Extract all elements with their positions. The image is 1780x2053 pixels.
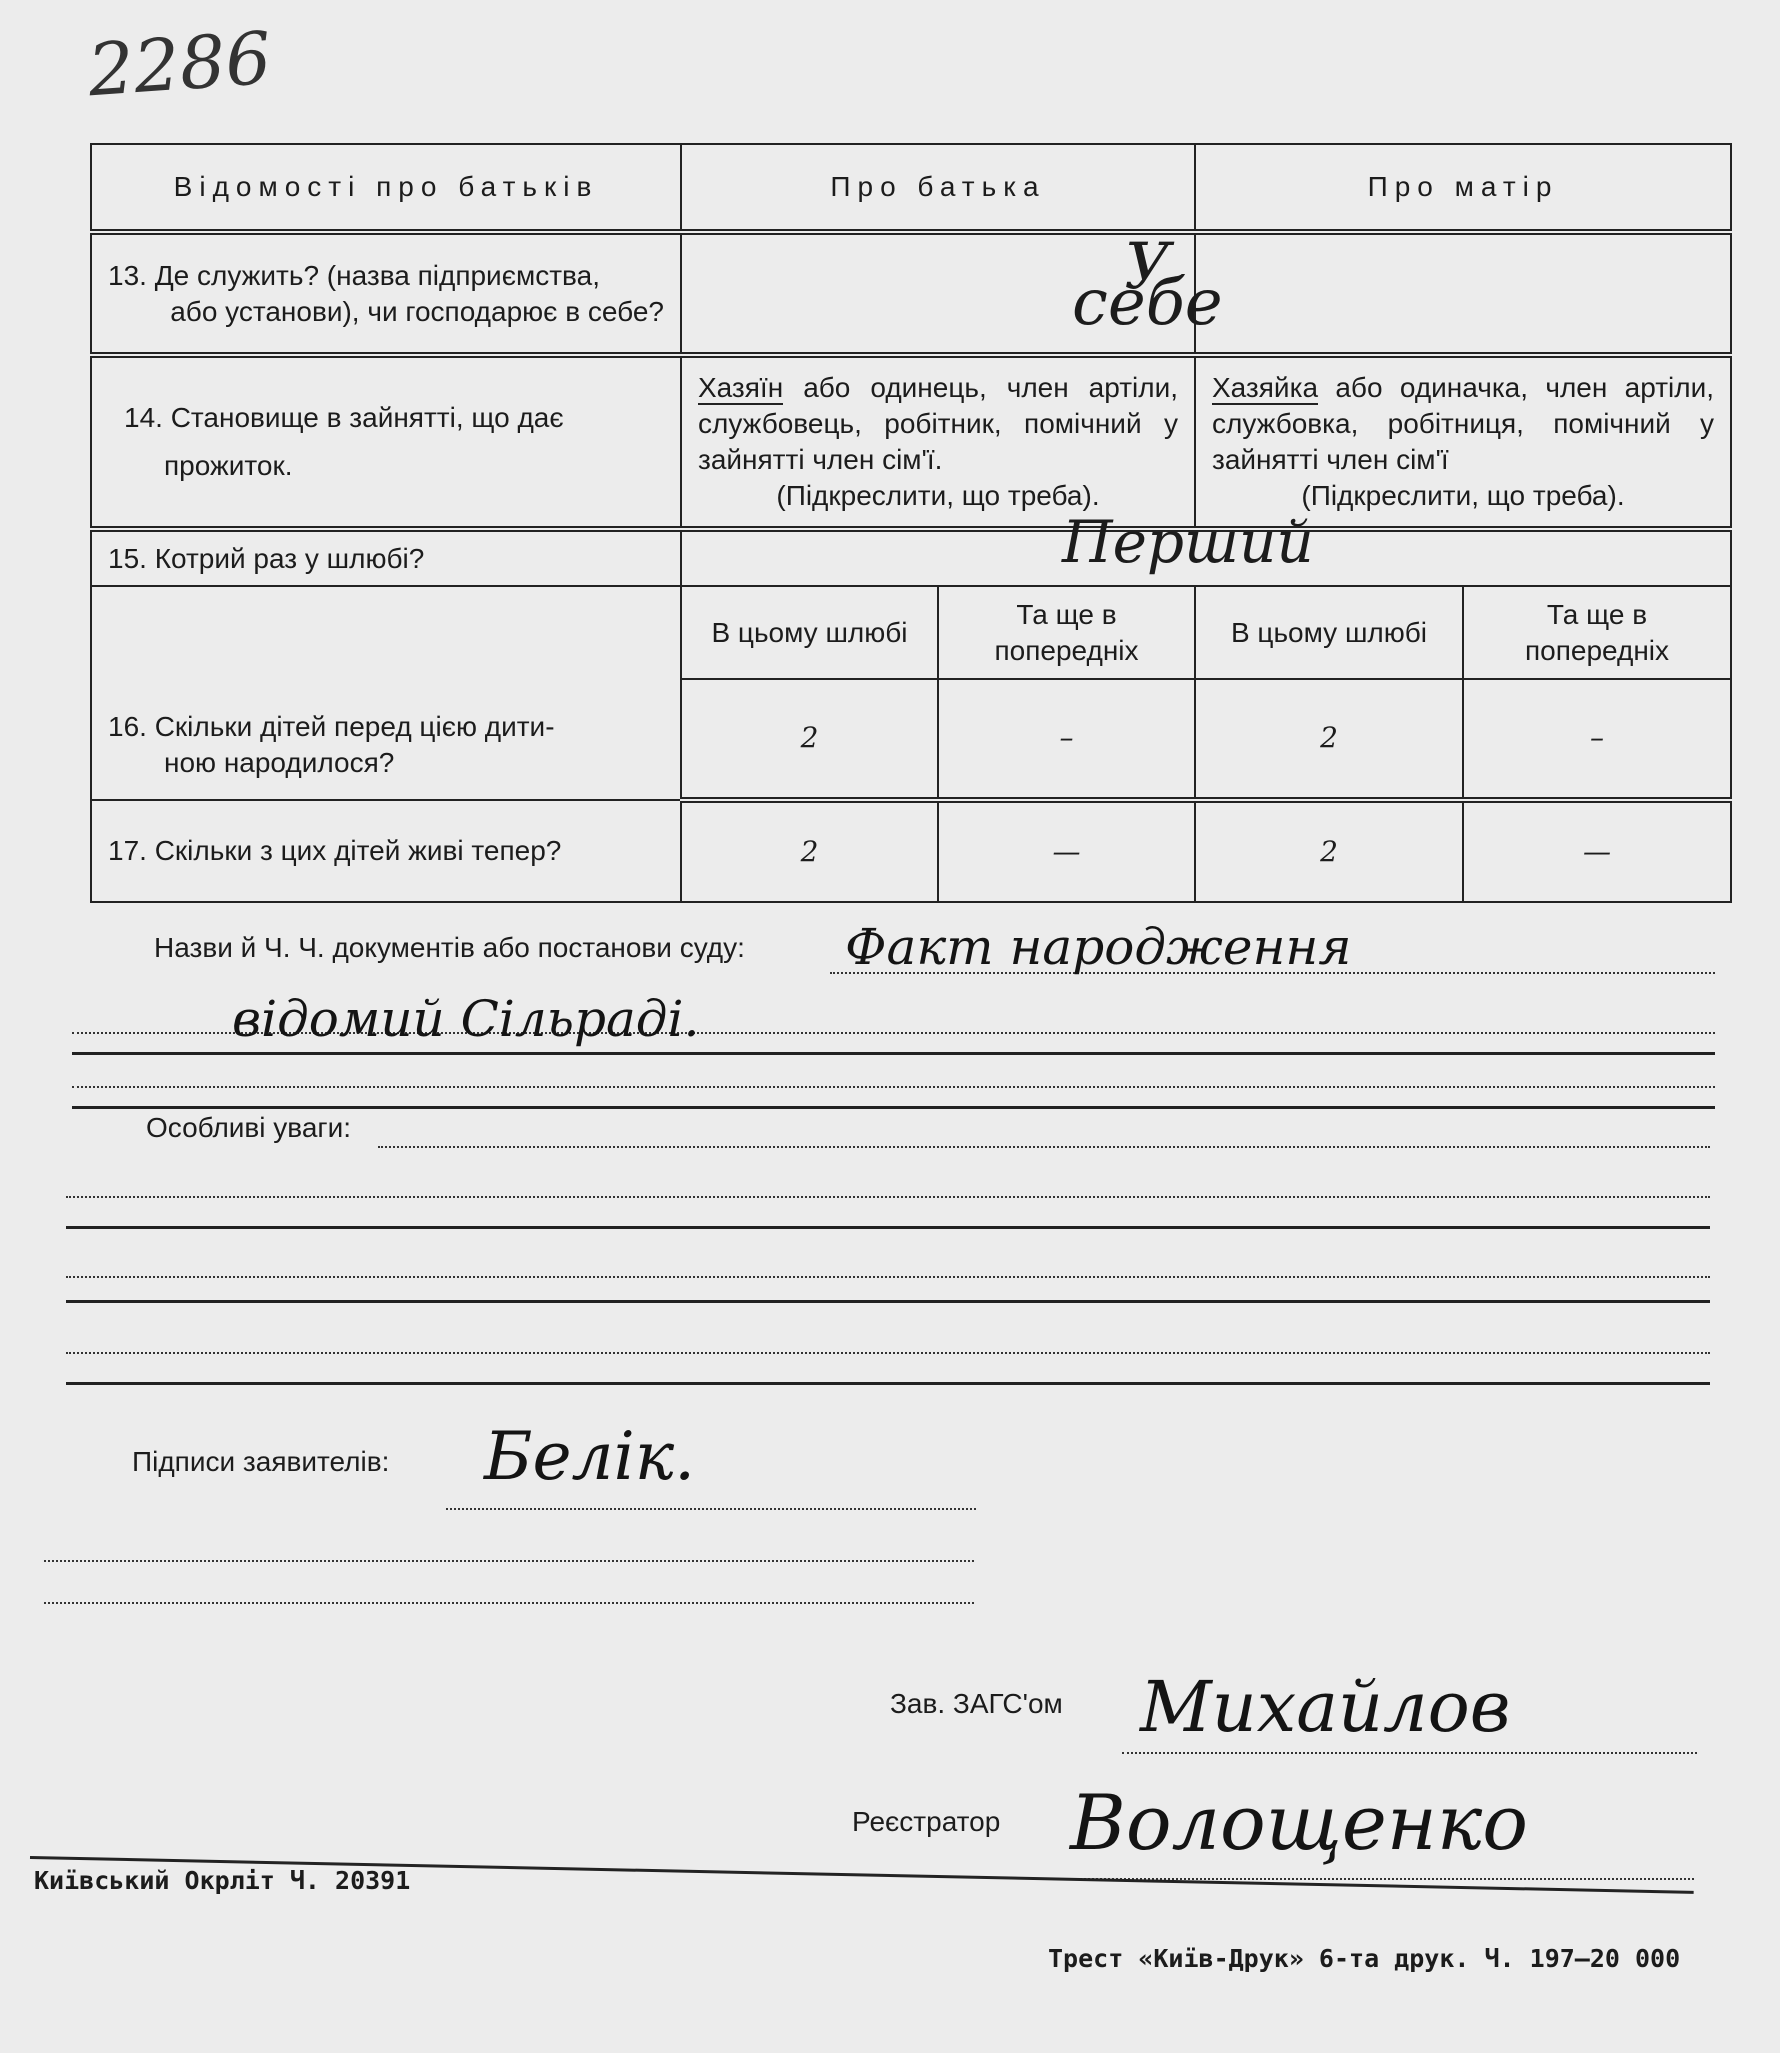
q16-mother-this: 2	[1195, 679, 1463, 800]
remarks-line-2	[66, 1196, 1710, 1198]
subheader-mother-this-marriage: В цьому шлюбі	[1195, 586, 1463, 678]
documents-line-3	[72, 1086, 1715, 1088]
q16-label-line1: 16. Скільки дітей перед цією дити-	[108, 710, 555, 742]
zags-head-line	[1122, 1752, 1697, 1754]
q16-label-line2: ною народилося?	[164, 746, 395, 778]
documents-rule-1	[72, 1052, 1715, 1055]
q14-label-line2: прожиток.	[164, 450, 293, 482]
q13-mother-cell	[1195, 232, 1731, 355]
remarks-line-3	[66, 1276, 1710, 1278]
q17-mother-this: 2	[1195, 800, 1463, 902]
registrar-signature: Волощенко	[1070, 1778, 1529, 1867]
q16-father-this: 2	[681, 679, 938, 800]
documents-label: Назви й Ч. Ч. документів або постанови суду:	[154, 932, 745, 963]
q14-mother-selected: Хазяйка	[1212, 372, 1319, 404]
q13-answer: У себе	[1072, 230, 1223, 341]
documents-value-line1: Факт народження	[845, 918, 1352, 976]
signatures-label: Підписи заявителів:	[132, 1446, 390, 1477]
q14-mother-rest: або одиначка, член артіли, службовка, робітниця, помічний у зайнятті член сім'ї	[1212, 372, 1714, 476]
q14-label	[91, 355, 681, 529]
q16-father-prev: –	[938, 679, 1195, 800]
q14-father-selected: Хазяїн	[698, 372, 784, 404]
signatures-line-3	[44, 1602, 974, 1604]
q13-father-cell	[681, 230, 1223, 355]
q15-label: 15. Котрий раз у шлюбі?	[91, 529, 681, 586]
applicant-signature: Белік.	[484, 1418, 696, 1495]
q17-mother-prev: —	[1463, 800, 1731, 902]
footer-left: Київський Окрліт Ч. 20391	[34, 1866, 411, 1895]
zags-head-signature: Михайлов	[1140, 1666, 1511, 1748]
q14-label-line1: 14. Становище в зайнятті, що дає	[124, 402, 564, 434]
zags-head-label: Зав. ЗАГС'ом	[890, 1688, 1063, 1719]
q14-mother-options	[1195, 355, 1731, 529]
q13-label-line1: 13. Де служить? (назва підприємства,	[108, 259, 600, 291]
signatures-line-2	[44, 1560, 974, 1562]
remarks-line-4	[66, 1352, 1710, 1354]
header-mother: Про матір	[1195, 144, 1731, 232]
subheader-father-previous: Та ще в попередніх	[938, 586, 1195, 678]
header-father: Про батька	[681, 144, 1195, 232]
q16-mother-prev: –	[1463, 679, 1731, 800]
signatures-line-1	[446, 1508, 976, 1510]
remarks-rule-1	[66, 1226, 1710, 1229]
q14-father-options	[681, 355, 1195, 529]
remarks-rule-2	[66, 1300, 1710, 1303]
parents-info-table	[90, 143, 1732, 903]
remarks-rule-3	[66, 1382, 1710, 1385]
remarks-line-1	[378, 1146, 1710, 1148]
header-section: Відомості про батьків	[91, 144, 681, 232]
documents-value-line2: відомий Сільраді.	[232, 990, 700, 1048]
q17-father-prev: —	[938, 800, 1195, 902]
remarks-label: Особливі уваги:	[146, 1112, 352, 1143]
documents-rule-2	[72, 1106, 1715, 1109]
subheader-mother-previous: Та ще в попередніх	[1463, 586, 1731, 678]
archive-number: 2286	[85, 15, 274, 113]
subheader-father-this-marriage: В цьому шлюбі	[681, 586, 938, 678]
q13-label-line2: або установи), чи господарює в себе?	[170, 295, 664, 327]
q17-father-this: 2	[681, 800, 938, 902]
q16-label	[91, 586, 681, 799]
q13-label	[91, 232, 681, 355]
q14-mother-note: (Підкреслити, що треба).	[1301, 480, 1625, 512]
q14-father-note: (Підкреслити, що треба).	[776, 480, 1100, 512]
q15-answer: Перший	[1062, 508, 1314, 577]
q17-label: 17. Скільки з цих дітей живі тепер?	[91, 800, 681, 902]
q15-answer-cell	[681, 508, 1731, 586]
registrar-label: Реєстратор	[852, 1806, 1001, 1837]
q14-father-rest: або одинець, член артіли, службовець, робітник, помічний у зайнятті член сім'ї.	[698, 372, 1179, 476]
footer-right: Трест «Київ-Друк» 6-та друк. Ч. 197—20 000	[1048, 1944, 1681, 1973]
